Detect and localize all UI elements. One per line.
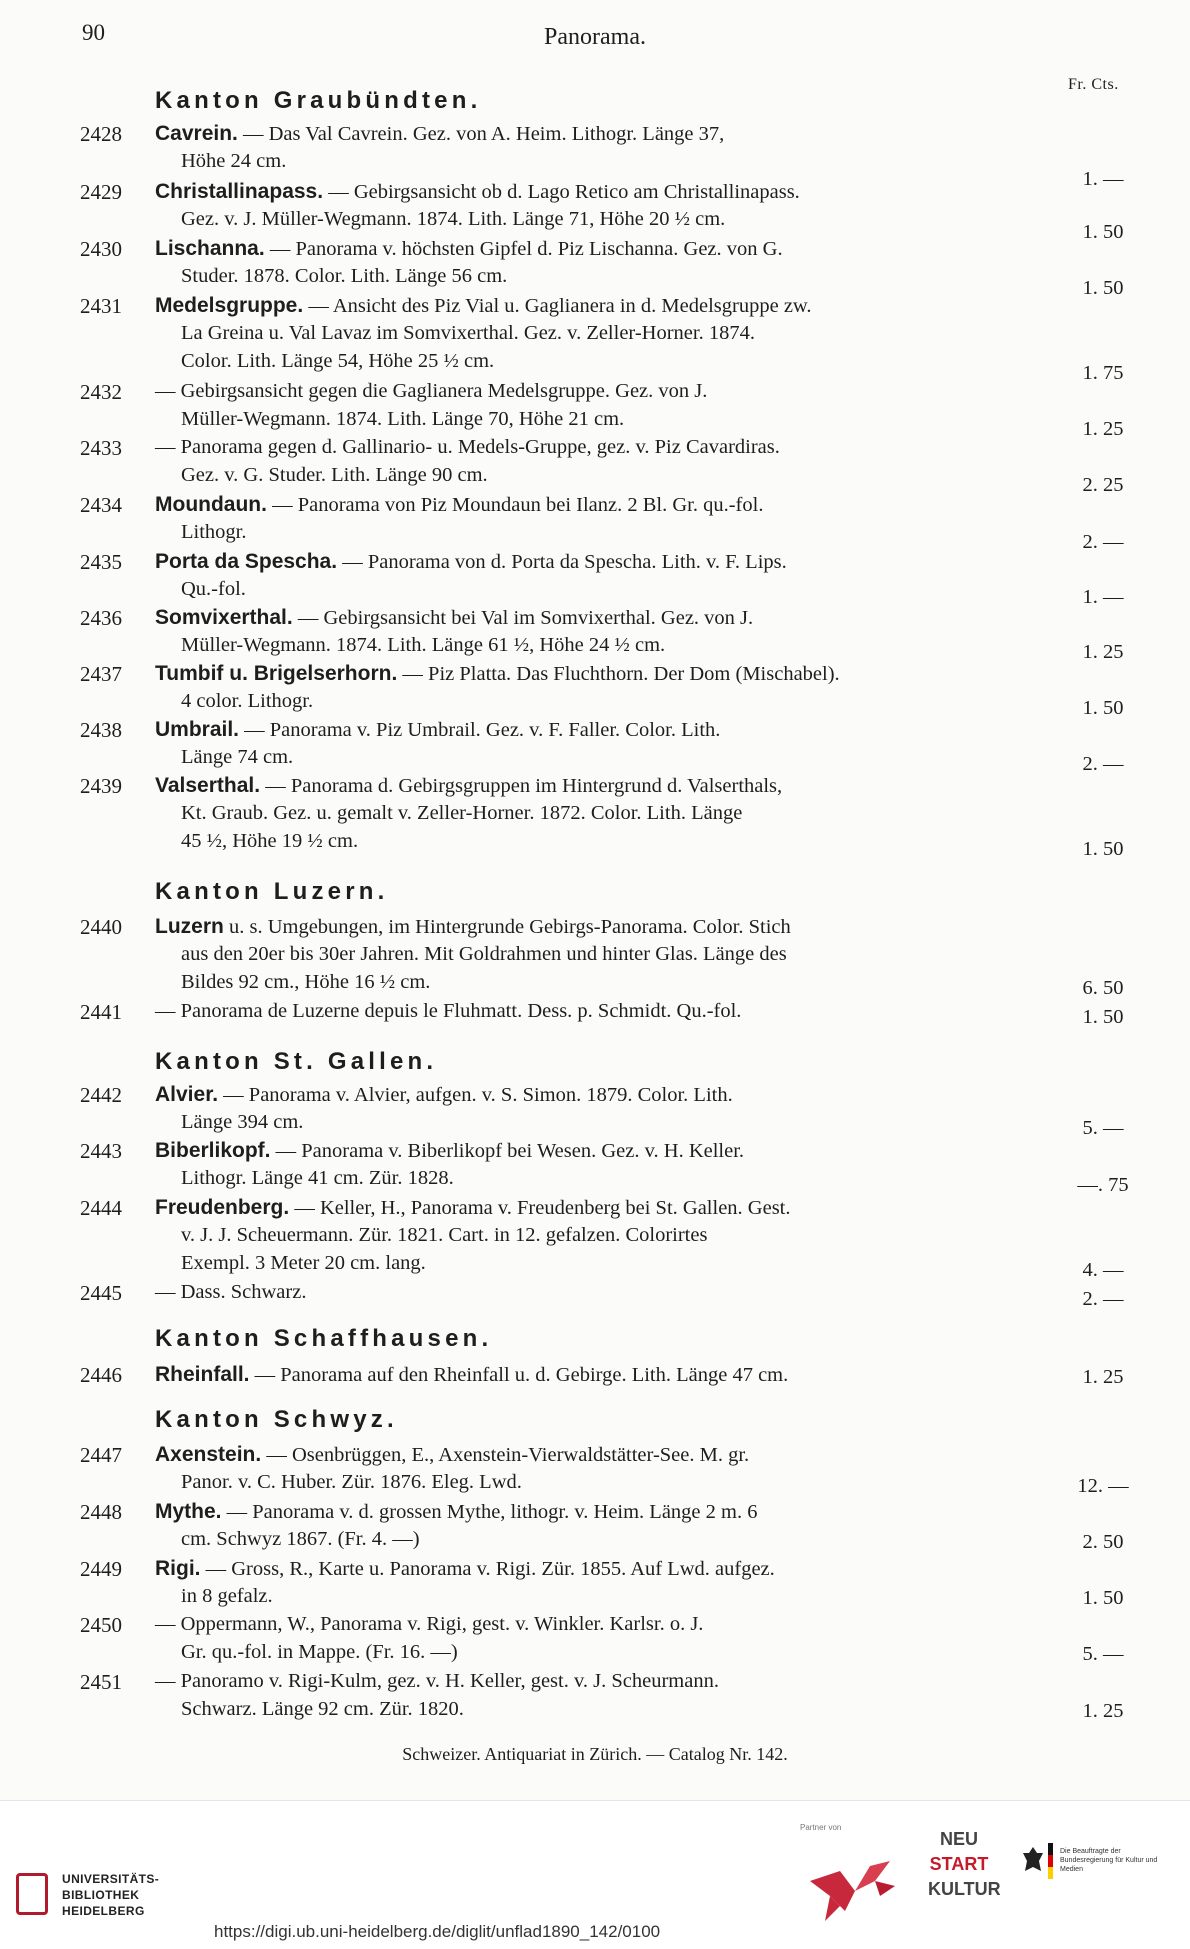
- entry-line: 4 color. Lithogr.: [181, 690, 314, 712]
- entry-line: v. J. J. Scheuermann. Zür. 1821. Cart. in 12. gefalzen. Colorirtes: [181, 1224, 708, 1246]
- entry-number: 2447: [80, 1443, 122, 1467]
- entry-price: 2. —: [1082, 1288, 1124, 1310]
- entry-line: Alvier. — Panorama v. Alvier, aufgen. v. S. Simon. 1879. Color. Lith.: [155, 1083, 733, 1106]
- entry-line: — Panorama de Luzerne depuis le Fluhmatt. Dess. p. Schmidt. Qu.-fol.: [155, 1000, 742, 1022]
- entry-price: 1. 50: [1082, 697, 1124, 719]
- entry-title: Umbrail.: [155, 718, 240, 741]
- section-heading: Kanton Schaffhausen.: [155, 1325, 493, 1352]
- library-seal-icon: [16, 1873, 48, 1915]
- entry-line: Schwarz. Länge 92 cm. Zür. 1820.: [181, 1698, 464, 1720]
- entry-number: 2438: [80, 718, 122, 742]
- entry-price: 1. 50: [1082, 1587, 1124, 1609]
- entry-price: 2. —: [1082, 753, 1124, 775]
- entry-line: — Panoramo v. Rigi-Kulm, gez. v. H. Keller, gest. v. J. Scheurmann.: [155, 1670, 719, 1692]
- entry-line: Gr. qu.-fol. in Mappe. (Fr. 16. —): [181, 1641, 458, 1663]
- entry-number: 2450: [80, 1613, 122, 1637]
- entry-number: 2435: [80, 550, 122, 574]
- federal-government-logo[interactable]: [1022, 1841, 1172, 1893]
- entry-price: 6. 50: [1082, 977, 1124, 999]
- entry-price: 5. —: [1082, 1117, 1124, 1139]
- catalog-footer: Schweizer. Antiquariat in Zürich. — Catalog Nr. 142.: [402, 1744, 788, 1764]
- entry-number: 2443: [80, 1139, 122, 1163]
- entry-line: Lithogr. Länge 41 cm. Zür. 1828.: [181, 1167, 454, 1189]
- entry-line: in 8 gefalz.: [181, 1585, 273, 1607]
- entry-number: 2449: [80, 1557, 122, 1581]
- entry-price: 5. —: [1082, 1643, 1124, 1665]
- entry-price: 1. 25: [1082, 418, 1124, 440]
- entry-line: Müller-Wegmann. 1874. Lith. Länge 61 ½, Höhe 24 ½ cm.: [181, 634, 666, 656]
- entry-line: Porta da Spescha. — Panorama von d. Porta da Spescha. Lith. v. F. Lips.: [155, 550, 787, 573]
- entry-title: Porta da Spescha.: [155, 550, 338, 573]
- neustart-kultur-logo[interactable]: NEU START KULTUR: [928, 1829, 1001, 1899]
- partner-label: Partner von: [800, 1823, 842, 1832]
- entry-price: 1. 25: [1082, 1366, 1124, 1388]
- section-heading: Kanton St. Gallen.: [155, 1048, 438, 1075]
- entry-number: 2444: [80, 1196, 122, 1220]
- entry-line: Axenstein. — Osenbrüggen, E., Axenstein-Vierwaldstätter-See. M. gr.: [155, 1443, 750, 1466]
- running-head: Panorama.: [544, 24, 646, 50]
- library-name: UNIVERSITÄTS- BIBLIOTHEK HEIDELBERG: [62, 1872, 160, 1918]
- entry-price: 1. 50: [1082, 1006, 1124, 1028]
- entry-line: 45 ½, Höhe 19 ½ cm.: [181, 830, 359, 852]
- entry-title: Lischanna.: [155, 237, 265, 260]
- entry-price: 1. 25: [1082, 641, 1124, 663]
- entry-line: Gez. v. J. Müller-Wegmann. 1874. Lith. Länge 71, Höhe 20 ½ cm.: [181, 208, 726, 230]
- entry-line: Müller-Wegmann. 1874. Lith. Länge 70, Höhe 21 cm.: [181, 408, 625, 430]
- entry-number: 2439: [80, 774, 122, 798]
- entry-line: Medelsgruppe. — Ansicht des Piz Vial u. Gaglianera in d. Medelsgruppe zw.: [155, 294, 812, 317]
- entry-line: La Greina u. Val Lavaz im Somvixerthal. Gez. v. Zeller-Horner. 1874.: [181, 322, 755, 344]
- entry-number: 2442: [80, 1083, 122, 1107]
- page-number: 90: [82, 20, 105, 45]
- entry-price: 1. 50: [1082, 277, 1124, 299]
- entry-number: 2428: [80, 122, 122, 146]
- entry-number: 2434: [80, 493, 122, 517]
- entry-price: 1. 50: [1082, 838, 1124, 860]
- entry-line: Panor. v. C. Huber. Zür. 1876. Eleg. Lwd.: [181, 1471, 522, 1493]
- entry-line: Exempl. 3 Meter 20 cm. lang.: [181, 1252, 426, 1274]
- entry-title: Cavrein.: [155, 122, 238, 145]
- entry-price: 2. 25: [1082, 474, 1124, 496]
- entry-price: 1. 50: [1082, 221, 1124, 243]
- entry-price: 1. —: [1082, 168, 1124, 190]
- entry-title: Moundaun.: [155, 493, 267, 516]
- entry-line: Freudenberg. — Keller, H., Panorama v. Freudenberg bei St. Gallen. Gest.: [155, 1196, 791, 1219]
- partner-bird-logo-icon[interactable]: [800, 1841, 910, 1931]
- german-flag-icon: [1048, 1843, 1053, 1879]
- entry-line: Qu.-fol.: [181, 578, 246, 600]
- entry-line: Studer. 1878. Color. Lith. Länge 56 cm.: [181, 265, 508, 287]
- entry-line: Moundaun. — Panorama von Piz Moundaun bei Ilanz. 2 Bl. Gr. qu.-fol.: [155, 493, 764, 516]
- entry-price: 12. —: [1077, 1475, 1129, 1497]
- entry-line: Mythe. — Panorama v. d. grossen Mythe, lithogr. v. Heim. Länge 2 m. 6: [155, 1500, 758, 1523]
- entry-title: Valserthal.: [155, 774, 261, 797]
- entry-number: 2430: [80, 237, 122, 261]
- entry-line: Christallinapass. — Gebirgsansicht ob d. Lago Retico am Christallinapass.: [155, 180, 800, 203]
- entry-price: 1. 25: [1082, 1700, 1124, 1722]
- entry-line: Bildes 92 cm., Höhe 16 ½ cm.: [181, 971, 431, 993]
- entry-line: cm. Schwyz 1867. (Fr. 4. —): [181, 1528, 420, 1550]
- entry-line: Länge 394 cm.: [181, 1111, 304, 1133]
- entry-line: Tumbif u. Brigelserhorn. — Piz Platta. Das Fluchthorn. Der Dom (Mischabel).: [155, 662, 840, 685]
- entry-line: Gez. v. G. Studer. Lith. Länge 90 cm.: [181, 464, 488, 486]
- entry-line: Biberlikopf. — Panorama v. Biberlikopf bei Wesen. Gez. v. H. Keller.: [155, 1139, 745, 1162]
- entry-line: Rheinfall. — Panorama auf den Rheinfall u. d. Gebirge. Lith. Länge 47 cm.: [155, 1363, 789, 1386]
- entry-number: 2431: [80, 294, 122, 318]
- entry-title: Medelsgruppe.: [155, 294, 304, 317]
- entry-title: Christallinapass.: [155, 180, 324, 203]
- entry-title: Mythe.: [155, 1500, 222, 1523]
- entry-title: Rigi.: [155, 1557, 201, 1580]
- entry-line: Umbrail. — Panorama v. Piz Umbrail. Gez. v. F. Faller. Color. Lith.: [155, 718, 721, 741]
- entry-title: Axenstein.: [155, 1443, 262, 1466]
- entry-line: — Panorama gegen d. Gallinario- u. Medels-Gruppe, gez. v. Piz Cavardiras.: [155, 436, 780, 458]
- entry-title: Rheinfall.: [155, 1363, 250, 1386]
- entry-line: Höhe 24 cm.: [181, 150, 287, 172]
- entry-price: —. 75: [1077, 1174, 1129, 1196]
- entry-number: 2437: [80, 662, 122, 686]
- entry-number: 2448: [80, 1500, 122, 1524]
- entry-price: 2. —: [1082, 531, 1124, 553]
- entry-line: aus den 20er bis 30er Jahren. Mit Goldrahmen und hinter Glas. Länge des: [181, 943, 787, 965]
- entry-price: 1. —: [1082, 586, 1124, 608]
- page-url-link[interactable]: https://digi.ub.uni-heidelberg.de/diglit/unflad1890_142/0100: [214, 1922, 661, 1941]
- entry-line: Länge 74 cm.: [181, 746, 294, 768]
- entry-line: — Dass. Schwarz.: [155, 1281, 307, 1303]
- entry-number: 2451: [80, 1670, 122, 1694]
- entry-price: 4. —: [1082, 1259, 1124, 1281]
- entry-price: 2. 50: [1082, 1531, 1124, 1553]
- entry-line: Valserthal. — Panorama d. Gebirgsgruppen im Hintergrund d. Valserthals,: [155, 774, 783, 797]
- entry-title: Freudenberg.: [155, 1196, 290, 1219]
- entry-line: — Oppermann, W., Panorama v. Rigi, gest. v. Winkler. Karlsr. o. J.: [155, 1613, 704, 1635]
- entry-number: 2433: [80, 436, 122, 460]
- price-column-header: Fr. Cts.: [1068, 76, 1119, 93]
- entry-line: Cavrein. — Das Val Cavrein. Gez. von A. Heim. Lithogr. Länge 37,: [155, 122, 725, 145]
- entry-number: 2436: [80, 606, 122, 630]
- entry-title: Tumbif u. Brigelserhorn.: [155, 662, 398, 685]
- entry-number: 2445: [80, 1281, 122, 1305]
- federal-government-text: Die Beauftragte der Bundesregierung für Kultur und Medien: [1060, 1848, 1158, 1873]
- entry-number: 2432: [80, 380, 122, 404]
- entry-number: 2446: [80, 1363, 122, 1387]
- section-heading: Kanton Graubündten.: [155, 87, 482, 114]
- federal-eagle-icon: [1022, 1845, 1044, 1875]
- entry-title: Biberlikopf.: [155, 1139, 271, 1162]
- entry-title: Somvixerthal.: [155, 606, 293, 629]
- entry-title: Alvier.: [155, 1083, 219, 1106]
- library-logo[interactable]: [16, 1871, 236, 1931]
- entry-line: — Gebirgsansicht gegen die Gaglianera Medelsgruppe. Gez. von J.: [155, 380, 708, 402]
- entry-number: 2441: [80, 1000, 122, 1024]
- entry-line: Luzern u. s. Umgebungen, im Hintergrunde Gebirgs-Panorama. Color. Stich: [155, 915, 791, 938]
- entry-price: 1. 75: [1082, 362, 1124, 384]
- entry-number: 2429: [80, 180, 122, 204]
- section-heading: Kanton Luzern.: [155, 878, 389, 905]
- entry-line: Kt. Graub. Gez. u. gemalt v. Zeller-Horner. 1872. Color. Lith. Länge: [181, 802, 743, 824]
- entry-number: 2440: [80, 915, 122, 939]
- entry-title: Luzern: [155, 915, 224, 938]
- entry-line: Rigi. — Gross, R., Karte u. Panorama v. Rigi. Zür. 1855. Auf Lwd. aufgez.: [155, 1557, 775, 1580]
- entry-line: Somvixerthal. — Gebirgsansicht bei Val im Somvixerthal. Gez. von J.: [155, 606, 754, 629]
- entry-line: Lischanna. — Panorama v. höchsten Gipfel d. Piz Lischanna. Gez. von G.: [155, 237, 783, 260]
- section-heading: Kanton Schwyz.: [155, 1406, 398, 1433]
- entry-line: Lithogr.: [181, 521, 247, 543]
- entry-line: Color. Lith. Länge 54, Höhe 25 ½ cm.: [181, 350, 495, 372]
